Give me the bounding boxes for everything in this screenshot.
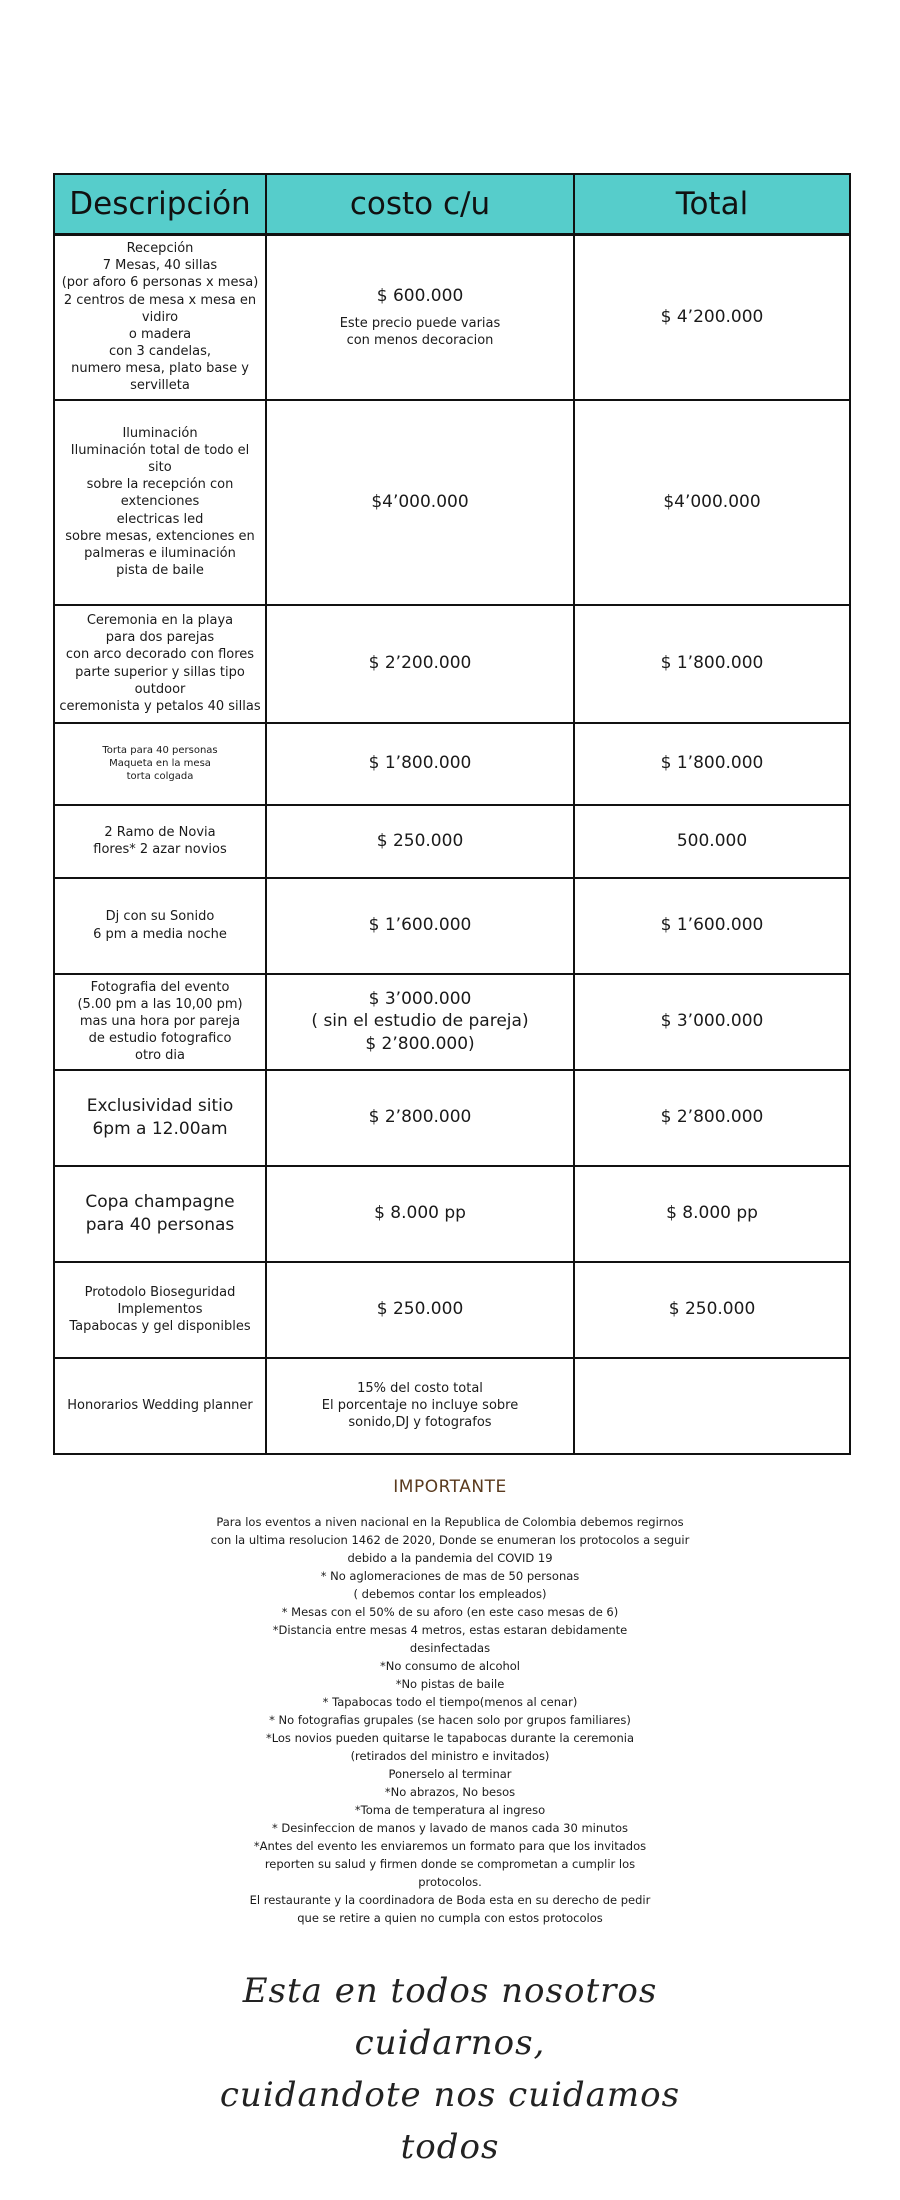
row-description: Copa champagne para 40 personas <box>54 1166 266 1262</box>
row-cost-note: Este precio puede varias con menos decoracion <box>339 316 501 349</box>
important-title: IMPORTANTE <box>393 1477 507 1497</box>
row-description: 2 Ramo de Novia flores* 2 azar novios <box>54 805 266 878</box>
row-cost: 15% del costo total El porcentaje no incluye sobre sonido,DJ y fotografos <box>266 1358 574 1454</box>
table-row <box>54 400 850 605</box>
row-total: $ 2’800.000 <box>574 1070 850 1166</box>
table-row <box>54 1166 850 1262</box>
row-cost: $4’000.000 <box>266 400 574 605</box>
row-description: Iluminación Iluminación total de todo el sito sobre la recepción con extenciones electricas led sobre mesas, extenciones en palmeras e iluminación pista de baile <box>54 400 266 605</box>
row-description: Dj con su Sonido 6 pm a media noche <box>54 878 266 974</box>
row-cost: $ 8.000 pp <box>266 1166 574 1262</box>
table-row <box>54 878 850 974</box>
header-total: Total <box>574 174 850 235</box>
table-row <box>54 1070 850 1166</box>
row-cost: $ 600.000 <box>376 285 464 306</box>
important-body: Para los eventos a niven nacional en la Republica de Colombia debemos regirnos con la ultima resolucion 1462 de 2020, Donde se enumeran los protocolos a seguir debido a la pandemia del COVID 19 * No aglomeraciones de mas de 50 personas ( debemos contar los empleados) * Mesas con el 50% de su aforo (en este caso mesas de 6) *Distancia entre mesas 4 metros, estas estaran debidamente desinfectadas *No consumo de alcohol *No pistas de baile * Tapabocas todo el tiempo(menos al cenar) * No fotografias grupales (se hacen solo por grupos familiares) *Los novios pueden quitarse le tapabocas durante la ceremonia (retirados del ministro e invitados) Ponerselo al terminar *No abrazos, No besos *Toma de temperatura al ingreso * Desinfeccion de manos y lavado de manos cada 30 minutos *Antes del evento les enviaremos un formato para que los invitados reporten su salud y firmen donde se comprometan a cumplir los protocolos. El restaurante y la coordinadora de Boda esta en su derecho de pedir que se retire a quien no cumpla con estos protocolos <box>210 1515 690 1925</box>
row-total: $ 4’200.000 <box>574 235 850 400</box>
row-cost: $ 3’000.000 ( sin el estudio de pareja) $ 2’800.000) <box>266 974 574 1070</box>
row-description: Ceremonia en la playa para dos parejas con arco decorado con flores parte superior y sillas tipo outdoor ceremonista y petalos 40 sillas <box>54 605 266 723</box>
row-total: $ 1’600.000 <box>574 878 850 974</box>
row-description: Recepción 7 Mesas, 40 sillas (por aforo 6 personas x mesa) 2 centros de mesa x mesa en vidiro o madera con 3 candelas, numero mesa, plato base y servilleta <box>54 235 266 400</box>
table-row <box>54 805 850 878</box>
header-description: Descripción <box>54 174 266 235</box>
row-total: $ 8.000 pp <box>574 1166 850 1262</box>
row-total <box>574 1358 850 1454</box>
row-cost: $ 250.000 <box>266 805 574 878</box>
table-row <box>54 1262 850 1358</box>
row-total: $ 3’000.000 <box>574 974 850 1070</box>
row-description: Honorarios Wedding planner <box>54 1358 266 1454</box>
row-total: $ 250.000 <box>574 1262 850 1358</box>
row-cost: $ 2’800.000 <box>266 1070 574 1166</box>
row-total: $4’000.000 <box>574 400 850 605</box>
row-cost: $ 1’600.000 <box>266 878 574 974</box>
row-description: Exclusividad sitio 6pm a 12.00am <box>54 1070 266 1166</box>
price-table <box>53 173 851 1455</box>
row-description: Protodolo Bioseguridad Implementos Tapabocas y gel disponibles <box>54 1262 266 1358</box>
table-row <box>54 605 850 723</box>
row-cost: $ 1’800.000 <box>266 723 574 805</box>
table-row <box>54 974 850 1070</box>
closing-message: Esta en todos nosotros cuidarnos, cuidandote nos cuidamos todos <box>219 1971 681 2167</box>
table-row <box>54 1358 850 1454</box>
table-row <box>54 723 850 805</box>
row-cost: $ 2’200.000 <box>266 605 574 723</box>
row-cost: $ 250.000 <box>266 1262 574 1358</box>
row-total: 500.000 <box>574 805 850 878</box>
important-section <box>200 1477 700 1927</box>
table-header-row <box>54 174 850 235</box>
row-description: Torta para 40 personas Maqueta en la mesa torta colgada <box>54 723 266 805</box>
row-total: $ 1’800.000 <box>574 605 850 723</box>
row-description: Fotografia del evento (5.00 pm a las 10,00 pm) mas una hora por pareja de estudio fotografico otro dia <box>54 974 266 1070</box>
table-row <box>54 235 850 400</box>
row-total: $ 1’800.000 <box>574 723 850 805</box>
row-cost-cell <box>266 235 574 400</box>
header-cost: costo c/u <box>266 174 574 235</box>
